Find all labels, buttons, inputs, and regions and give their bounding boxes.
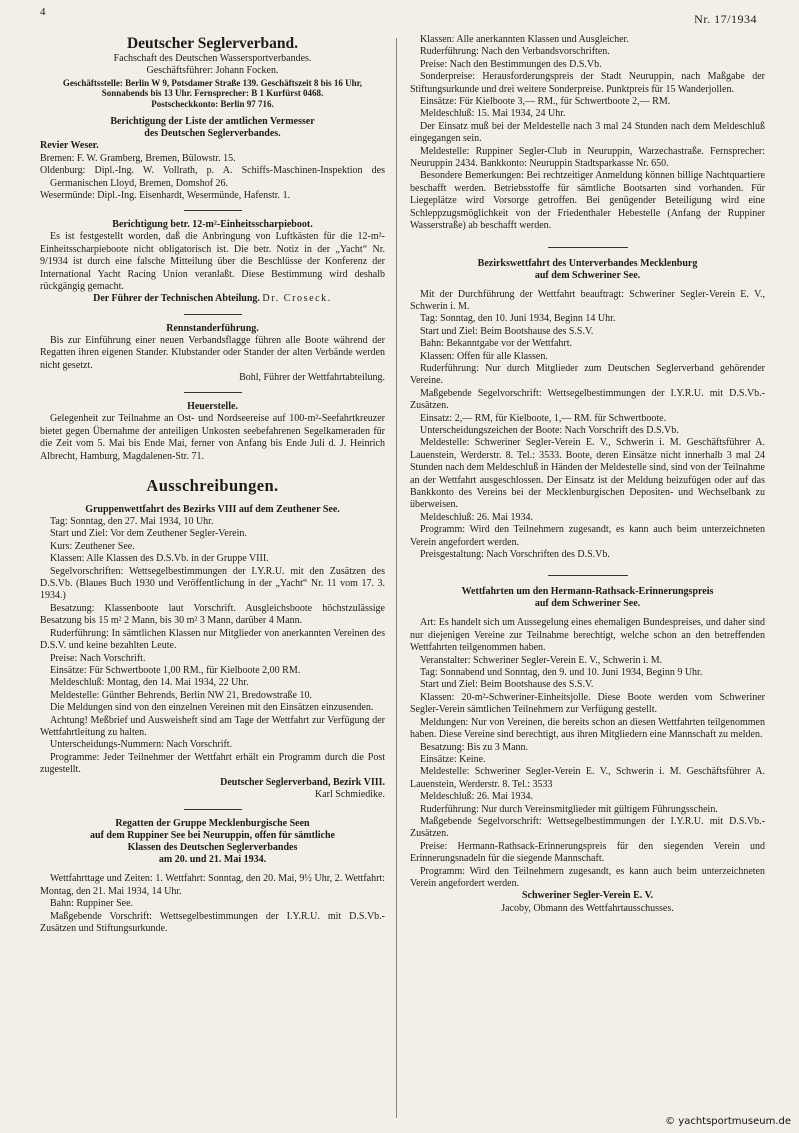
bezirkswettfahrt-details: [410, 289, 765, 562]
paragraph: Preise: Nach Vorschrift.: [50, 652, 146, 664]
spacer: [40, 463, 385, 475]
paragraph: Meldeschluß: 26. Mai 1934.: [420, 511, 534, 523]
paragraph: Klassen: Offen für alle Klassen.: [420, 350, 548, 362]
left-column: [40, 34, 385, 935]
list-item: Oldenburg: Dipl.-Ing. W. Vollrath, p. A. Schiffs-Maschinen-Inspektion des Germanischen Lloyd, Bremen, Domshof 26.: [40, 165, 385, 189]
rathsack-details: [410, 617, 765, 890]
list-item: Wesermünde: Dipl.-Ing. Eisenhardt, Wesermünde, Hafenstr. 1.: [40, 189, 291, 201]
paragraph: Start und Ziel: Vor dem Zeuthener Segler-Verein.: [50, 528, 247, 540]
paragraph: Art: Es handelt sich um Aussegelung eines ehemaligen Bundespreises, und daher sind nur diejenigen Vereine zur Teilnahme berechtigt, welche schon an den betreffenden Wettfahrten teilgenommen haben.: [410, 617, 765, 654]
dsv-heading: Deutscher Seglerverband.: [126, 35, 299, 52]
paragraph: Meldestelle: Günther Behrends, Berlin NW 21, Bredowstraße 10.: [50, 689, 312, 701]
paragraph: Bahn: Ruppiner See.: [50, 898, 134, 910]
paragraph: Meldestelle: Schweriner Segler-Verein E. V., Schwerin i. M. Geschäftsführer A. Lauenstein, Werderstr. 8. Tel.: 3533: [410, 766, 765, 790]
spacer: [410, 610, 765, 617]
signature: Schweriner Segler-Verein E. V.: [521, 890, 653, 902]
paragraph: Ruderführung: Nach den Verbandsvorschriften.: [420, 46, 610, 58]
paragraph: Ruderführung: In sämtlichen Klassen nur Mitglieder von anerkannten Vereinen des D.S.V. und keine bezahlten Leute.: [40, 627, 385, 652]
page-number: 4: [40, 6, 46, 18]
paragraph: Unterscheidungszeichen der Boote: Nach Vorschrift des D.S.Vb.: [420, 424, 679, 436]
paragraph: Ruderführung: Nur durch Vereinsmitglieder mit gültigem Führungsschein.: [420, 803, 718, 815]
signature: Jacoby, Obmann des Wettfahrtausschusses.: [501, 902, 674, 914]
paragraph: Programm: Wird den Teilnehmern zugesandt, es kann auch beim unterzeichneten Verein angefordert werden.: [410, 524, 765, 548]
paragraph: Es ist festgestellt worden, daß die Anbringung von Luftkästen für die 12-m²-Einheitsscharpieboote nicht obligatorisch ist. Die betr. Notiz in der „Yacht“ Nr. 9/1934 ist durch eine falsche Mitteilung über die Beschlüsse der Konferenz der International Yacht Racing Union veranlaßt. Diese Bestimmung wird deshalb rückgängig gemacht.: [40, 231, 385, 292]
paragraph: Preisgestaltung: Nach Vorschriften des D.S.Vb.: [420, 549, 610, 561]
spacer: [40, 497, 385, 504]
paragraph: Segelvorschriften: Wettsegelbestimmungen der I.Y.R.U. mit den Zusätzen des D.S.Vb. (Blaues Buch 1930 und Veröffentlichung in der „Yacht“ Nr. 11 vom 17. 3. 1934.): [40, 565, 385, 602]
spacer: [40, 109, 385, 116]
separator-rule: [184, 809, 242, 810]
ausschreibungen-heading: Ausschreibungen.: [146, 476, 279, 496]
separator-rule: [184, 314, 242, 315]
watermark-link[interactable]: © yachtsportmuseum.de: [665, 1116, 791, 1127]
separator-rule: [184, 210, 242, 211]
paragraph: Besatzung: Klassenboote laut Vorschrift. Ausgleichsboote höchstzulässige Besatzung bis 15 m² 2 Mann, bis 30 m² 3 Mann, darüber 4 Mann.: [40, 602, 385, 627]
paragraph: Meldungen: Nur von Vereinen, die bereits schon an diesen Wettfahrten teilgenommen haben. Diese Vereine sind berechtigt, aus ihren Mitgliedern eine Mannschaft zu melden.: [410, 716, 765, 741]
paragraph: Besondere Bemerkungen: Bei rechtzeitiger Anmeldung können billige Nachtquartiere beschafft werden. Betriebsstoffe für sämtliche Bootsarten sind vorhanden. Für Liegeplätze wird Vorsorge getroffen. Bei genügender Beteiligung wird eine Schleppzugsmöglichkeit von der Friedenthaler Hebestelle (Anfang der Ruppiner Wasserstraße) ab beschafft werden.: [410, 170, 765, 232]
spacer: [40, 866, 385, 873]
spacer: [410, 282, 765, 289]
section-title: Berichtigung betr. 12-m²-Einheitsscharpieboot.: [112, 219, 313, 231]
paragraph: Preise: Hermann-Rathsack-Erinnerungspreis für den siegenden Verein und Erinnerungsnadeln für die siegende Mannschaft.: [410, 840, 765, 865]
paragraph: Veranstalter: Schweriner Segler-Verein E. V., Schwerin i. M.: [420, 654, 663, 666]
paragraph: Besatzung: Bis zu 3 Mann.: [420, 741, 529, 753]
paragraph: Bahn: Bekanntgabe vor der Wettfahrt.: [420, 338, 573, 350]
paragraph: Unterscheidungs-Nummern: Nach Vorschrift.: [50, 739, 233, 751]
paragraph: Meldestelle: Ruppiner Segler-Club in Neuruppin, Warzechastraße. Fernsprecher: Neuruppin 2434. Bankkonto: Neuruppin Stadtsparkasse Nr. 650.: [410, 145, 765, 170]
section-title: Bezirkswettfahrt des Unterverbandes Mecklenburg auf dem Schweriner See.: [477, 257, 698, 281]
dsv-manager: Geschäftsführer: Johann Focken.: [146, 65, 279, 77]
paragraph: Der Einsatz muß bei der Meldestelle nach 3 mal 24 Stunden nach dem Meldeschluß eingegangen sein.: [410, 120, 765, 145]
signature: Der Führer der Technischen Abteilung. Dr. Croseck.: [93, 293, 332, 305]
separator-rule: [184, 392, 242, 393]
paragraph: Mit der Durchführung der Wettfahrt beauftragt: Schweriner Segler-Verein E. V., Schwerin i. M.: [410, 288, 765, 312]
section-title: Gruppenwettfahrt des Bezirks VIII auf dem Zeuthener See.: [85, 504, 340, 516]
signature: Bohl, Führer der Wettfahrtabteilung.: [239, 372, 385, 383]
paragraph: Sonderpreise: Herausforderungspreis der Stadt Neuruppin, nach Maßgabe der Stiftungsurkunde und drei weitere Sonderpreise. Punktpreis für 15 Wanderjollen.: [410, 71, 765, 95]
section-subtitle: Revier Weser.: [40, 140, 99, 152]
paragraph: Gelegenheit zur Teilnahme an Ost- und Nordseereise auf 100-m²-Seefahrtkreuzer bietet gegen Übernahme der anteiligen Unkosten seebefahrenen Segelkameraden für die Zeit vom 5. Mai bis Ende Mai, ferner von Anfang bis Ende Juli d. J. Heinrich Albrecht, Hamburg, Magdalenen-Str. 71.: [40, 413, 385, 462]
list-item: Bremen: F. W. Gramberg, Bremen, Bülowstr. 15.: [40, 152, 236, 164]
paragraph: Kurs: Zeuthener See.: [50, 540, 135, 552]
paragraph: Einsätze: Für Kielboote 3,— RM., für Schwertboote 2,— RM.: [420, 96, 671, 108]
section-title: Berichtigung der Liste der amtlichen Vermesser des Deutschen Seglerverbandes.: [110, 116, 315, 140]
paragraph: Einsätze: Für Schwertboote 1,00 RM., für Kielboote 2,00 RM.: [50, 664, 301, 676]
paragraph: Maßgebende Vorschrift: Wettsegelbestimmungen der I.Y.R.U. mit D.S.Vb.-Zusätzen und Stiftungsurkunde.: [40, 910, 385, 934]
paragraph: Preise: Nach den Bestimmungen des D.S.Vb.: [420, 58, 602, 70]
paragraph: Meldestelle: Schweriner Segler-Verein E. V., Schwerin i. M. Geschäftsführer A. Lauenstein, Werderstr. 8. Tel.: 3533. Boote, deren Einsätze nicht innerhalb 3 mal 24 Stunden nach dem Meldeschluß in Händen der Meldestelle sind, sind von der Teilnahme an der Wettfahrt ausgeschlossen. Der Einsatz ist der Meldung beizufügen oder auf das Bankkonto des Vereins bei der Mecklenburgischen Depositen- und Wechselbank zu überweisen.: [410, 437, 765, 511]
separator-rule: [548, 575, 628, 576]
dsv-address: Geschäftsstelle: Berlin W 9, Potsdamer Straße 139. Geschäftszeit 8 bis 16 Uhr, Sonnabends bis 13 Uhr. Fernsprecher: B 1 Kurfürst 0468. Postscheckkonto: Berlin 97 716.: [62, 77, 363, 109]
paragraph: Einsätze: Keine.: [420, 753, 486, 765]
paragraph: Maßgebende Segelvorschrift: Wettsegelbestimmungen der I.Y.R.U. mit D.S.Vb.-Zusätzen.: [410, 815, 765, 840]
signature: Deutscher Seglerverband, Bezirk VIII.: [220, 776, 385, 788]
paragraph: Programme: Jeder Teilnehmer der Wettfahrt erhält ein Programm durch die Post zugestellt.: [40, 751, 385, 776]
right-column: [410, 34, 765, 915]
paragraph: Maßgebende Segelvorschrift: Wettsegelbestimmungen der I.Y.R.U. mit D.S.Vb.-Zusätzen.: [410, 387, 765, 412]
section-title: Rennstanderführung.: [166, 322, 259, 334]
issue-number: Nr. 17/1934: [694, 12, 757, 26]
paragraph: Tag: Sonntag, den 27. Mai 1934, 10 Uhr.: [50, 516, 214, 528]
gruppenwettfahrt-details: [40, 516, 385, 777]
paragraph: Meldeschluß: 26. Mai 1934.: [420, 791, 534, 803]
paragraph: Klassen: Alle anerkannten Klassen und Ausgleicher.: [420, 34, 629, 45]
paragraph: Programm: Wird den Teilnehmern zugesandt, es kann auch beim unterzeichneten Verein angefordert werden.: [410, 865, 765, 889]
paragraph: Klassen: 20-m²-Schweriner-Einheitsjolle. Diese Boote werden vom Schweriner Segler-Verein sämtlichen Teilnehmern zur Verfügung gestellt.: [410, 691, 765, 716]
paragraph: Meldeschluß: Montag, den 14. Mai 1934, 22 Uhr.: [50, 677, 249, 689]
section-title: Heuerstelle.: [187, 401, 238, 413]
paragraph: Achtung! Meßbrief und Ausweisheft sind am Tage der Wettfahrt zur Verfügung der Wettfahrtleitung zu halten.: [40, 714, 385, 738]
paragraph: Ruderführung: Nur durch Mitglieder zum Deutschen Seglerverband gehörender Vereine.: [410, 362, 765, 387]
paragraph: Start und Ziel: Beim Bootshause des S.S.V.: [420, 679, 594, 691]
paragraph: Klassen: Alle Klassen des D.S.Vb. in der Gruppe VIII.: [50, 553, 269, 565]
dsv-subheading: Fachschaft des Deutschen Wassersportverbandes.: [113, 53, 312, 64]
column-divider: [396, 38, 397, 1118]
section-title: Regatten der Gruppe Mecklenburgische Seen auf dem Ruppiner See bei Neuruppin, offen für sämtliche Klassen des Deutschen Seglerverbandes am 20. und 21. Mai 1934.: [90, 818, 335, 866]
paragraph: Die Meldungen sind von den einzelnen Vereinen mit den Einsätzen einzusenden.: [50, 702, 374, 714]
separator-rule: [548, 247, 628, 248]
paragraph: Tag: Sonntag, den 10. Juni 1934, Beginn 14 Uhr.: [420, 313, 616, 325]
paragraph: Wettfahrttage und Zeiten: 1. Wettfahrt: Sonntag, den 20. Mai, 9½ Uhr, 2. Wettfahrt: Montag, den 21. Mai 1934, 14 Uhr.: [40, 873, 385, 897]
paragraph: Bis zur Einführung einer neuen Verbandsflagge führen alle Boote während der Regatten ihren eigenen Stander. Klubstander oder Stander der alten Verbände werden nicht gesetzt.: [40, 334, 385, 371]
section-title: Wettfahrten um den Hermann-Rathsack-Erinnerungspreis auf dem Schweriner See.: [461, 586, 714, 610]
paragraph: Start und Ziel: Beim Bootshause des S.S.V.: [420, 325, 594, 337]
paragraph: Einsatz: 2,— RM, für Kielboote, 1,— RM. für Schwertboote.: [420, 412, 667, 424]
paragraph: Tag: Sonnabend und Sonntag, den 9. und 10. Juni 1934, Beginn 9 Uhr.: [420, 667, 703, 679]
ruppiner-continuation: [410, 34, 765, 233]
paragraph: Meldeschluß: 15. Mai 1934, 24 Uhr.: [420, 108, 566, 120]
signature: Karl Schmiedike.: [315, 788, 385, 800]
